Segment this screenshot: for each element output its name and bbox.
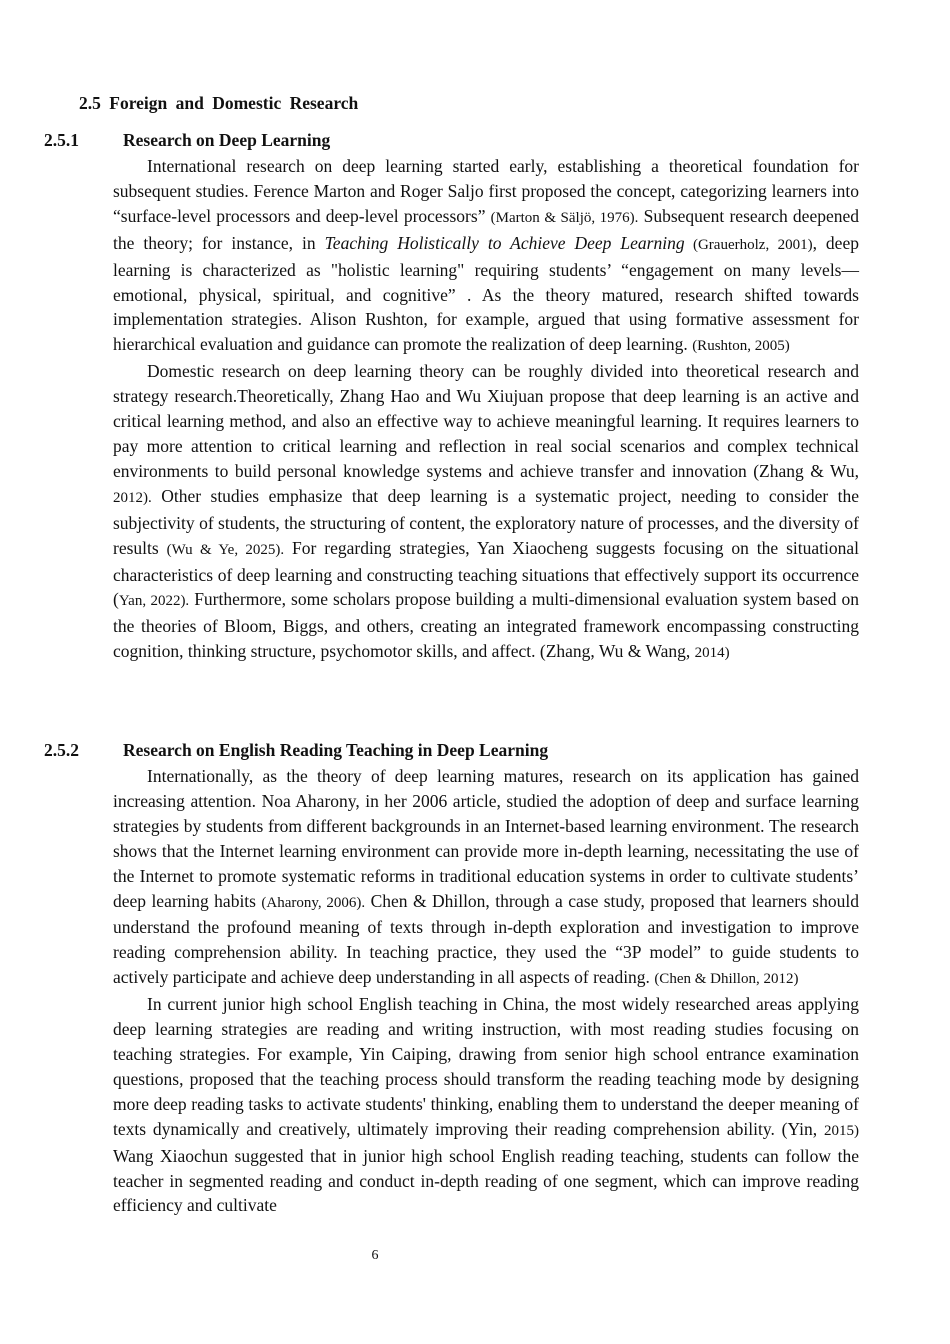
paragraph (113, 764, 859, 992)
text-run: International research on deep learning started early, establishing a theoretical foundation for subsequent studies. Ference Marton and Roger Saljo first proposed the concept, categorizing learners into “surface-level processors and deep-level processors” (113, 156, 859, 226)
text-run: Furthermore, some scholars propose building a multi-dimensional evaluation system based on the theories of Bloom, Biggs, and others, creating an integrated framework encompassing constructing cognition, thinking structure, psychomotor skills, and affect. (Zhang, Wu & Wang, (113, 589, 859, 662)
citation: (Rushton, 2005) (692, 338, 790, 355)
citation: (Wu & Ye, 2025). (166, 541, 285, 558)
text-run: Other studies emphasize that deep learning is a systematic project, needing to consider the subjectivity of students, the structuring of content, the exploratory nature of processes, and the diversity of results (113, 485, 859, 558)
text-run: Domestic research on deep learning theory can be roughly divided into theoretical research and strategy research.Theoretically, Zhang Hao and Wu Xiujuan propose that deep learning is an active and critical learning method, and also an effective way to achieve meaningful learning. It requires learners to pay more attention to critical learning and reflection in real social scenarios and complex technical environments to build personal knowledge systems and achieve transfer and innovation (Zhang & Wu, (113, 361, 859, 481)
citation: (Chen & Dhillon, 2012) (654, 971, 799, 988)
citation: Yan, 2022). (118, 593, 190, 610)
paragraph (113, 154, 859, 359)
book-title: Teaching Holistically to Achieve Deep Learning (324, 232, 685, 253)
subsection-title: Research on Deep Learning (123, 130, 331, 150)
subsection-heading-2-5-2 (44, 740, 548, 761)
section-heading (79, 93, 358, 114)
section-number: 2.5 (79, 93, 101, 113)
subsection-heading-2-5-1 (44, 130, 330, 151)
page-number: 6 (371, 1248, 379, 1263)
text-run: Subsequent research deepened the theory; for instance, in (113, 205, 859, 253)
citation: (Aharony, 2006). (261, 894, 366, 911)
text-run: In current junior high school English teaching in China, the most widely researched areas applying deep learning strategies are reading and writing instruction, with most reading studies focusing on teaching strategies. For example, Yin Caiping, drawing from senior high school entrance examination questions, proposed that the teaching process should transform the reading teaching mode by designing more deep reading tasks to activate students' thinking, enabling them to understand the deeper meaning of texts dynamically and creatively, ultimately improving their reading comprehension ability. (Yin, (113, 994, 859, 1139)
subsection-title: Research on English Reading Teaching in Deep Learning (123, 740, 549, 760)
citation: 2014) (694, 645, 730, 662)
subsection-body-2-5-1 (113, 154, 859, 666)
section-title: Foreign and Domestic Research (109, 93, 359, 113)
citation: 2015) (824, 1122, 859, 1139)
text-run: Chen & Dhillon, through a case study, proposed that learners should understand the profound meaning of texts through in-depth exploration and investigation to improve reading comprehension ability. In teaching practice, they used the “3P model” to guide students to actively participate and achieve deep understanding in all aspects of reading. (113, 890, 859, 988)
citation: (Marton & Säljö, 1976). (490, 209, 639, 226)
subsection-number: 2.5.2 (44, 740, 79, 760)
citation: 2012). (113, 489, 152, 506)
text-run: Internationally, as the theory of deep learning matures, research on its application has gained increasing attention. Noa Aharony, in her 2006 article, studied the adoption of deep and surface learning strategies by students from different backgrounds in an Internet-based learning environment. The research shows that the Internet learning environment can provide more in-depth learning, necessitating the use of the Internet to promote systematic reforms in traditional education systems in order to cultivate students’ deep learning habits (113, 766, 859, 911)
citation: (Grauerholz, 2001) (684, 236, 813, 253)
text-run: , deep learning is characterized as "holistic learning" requiring students’ “engagement on many levels— emotional, physical, spiritual, and cognitive” . As the theory matured, research shifted towards implementation strategies. Alison Rushton, for example, argued that using formative assessment for hierarchical evaluation and guidance can promote the realization of deep learning. (113, 232, 859, 355)
text-run: For regarding strategies, Yan Xiaocheng suggests focusing on the situational characteristics of deep learning and constructing teaching situations that effectively support its occurrence ( (113, 537, 859, 610)
paragraph (113, 359, 859, 666)
subsection-number: 2.5.1 (44, 130, 79, 150)
paragraph (113, 992, 859, 1218)
subsection-body-2-5-2 (113, 764, 859, 1218)
text-run: Wang Xiaochun suggested that in junior high school English reading teaching, students can follow the teacher in segmented reading and conduct in-depth reading of one segment, which can improve reading efficiency and cultivate (113, 1145, 859, 1216)
